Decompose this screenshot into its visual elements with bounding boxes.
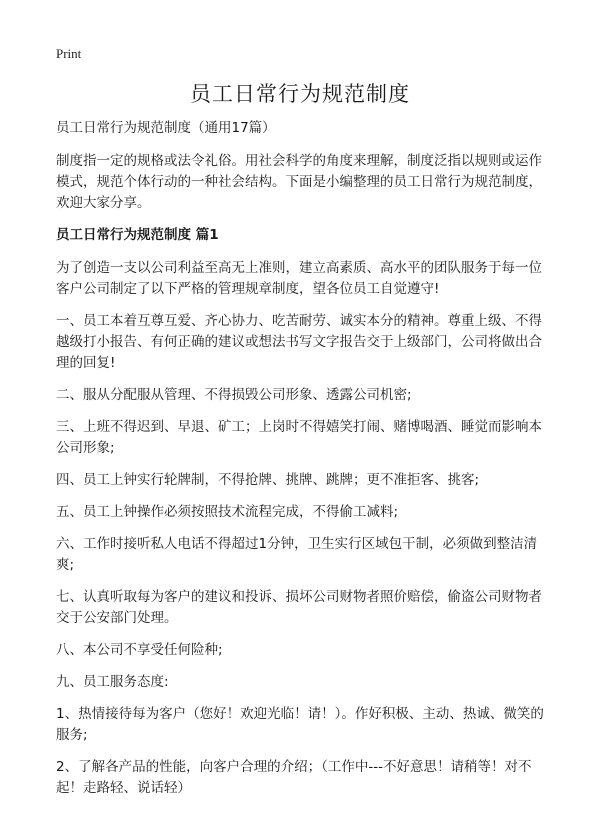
intro-paragraph: 制度指一定的规格或法令礼俗。用社会科学的角度来理解，制度泛指以规则或运作模式，规范个体行动的一种社会结构。下面是小编整理的员工日常行为规范制度，欢迎大家分享。 xyxy=(56,153,542,211)
paragraph: 五、员工上钟操作必须按照技术流程完成，不得偷工减料; xyxy=(56,504,399,520)
section-heading: 员工日常行为规范制度 篇1 xyxy=(56,227,219,243)
paragraph: 一、员工本着互尊互爱、齐心协力、吃苦耐劳、诚实本分的精神。尊重上级、不得越级打小报告、有何正确的建议或想法书写文字报告交于上级部门，公司将做出合理的回复! xyxy=(56,313,542,371)
paragraph: 为了创造一支以公司利益至高无上准则，建立高素质、高水平的团队服务于每一位客户公司制定了以下严格的管理规章制度，望各位员工自觉遵守! xyxy=(56,260,542,297)
paragraph: 1、热情接待每为客户（您好！欢迎光临！请！）。作好积极、主动、热诚、微笑的 服务; xyxy=(56,706,544,743)
document-title: 员工日常行为规范制度 xyxy=(190,82,410,106)
paragraph: 二、服从分配服从管理、不得损毁公司形象、透露公司机密; xyxy=(56,387,412,403)
paragraph: 四、员工上钟实行轮牌制，不得抢牌、挑牌、跳牌；更不准拒客、挑客; xyxy=(56,472,480,488)
paragraph: 七、认真听取每为客户的建议和投诉、损坏公司财物者照价赔偿，偷盗公司财物者交于公安部门处理。 xyxy=(56,589,542,626)
article-subtitle: 员工日常行为规范制度（通用17篇） xyxy=(56,120,276,136)
paragraph: 2、了解各产品的性能，向客户合理的介绍；（工作中---不好意思！请稍等！对不起！走路轻、说话轻） xyxy=(56,759,532,796)
print-link[interactable]: Print xyxy=(56,46,82,61)
paragraph: 八、本公司不享受任何险种; xyxy=(56,642,223,658)
paragraph: 九、员工服务态度: xyxy=(56,674,169,690)
paragraph: 三、上班不得迟到、早退、矿工；上岗时不得嬉笑打闹、赌博喝酒、睡觉而影响本公司形象; xyxy=(56,419,542,456)
paragraph: 六、工作时接听私人电话不得超过1分钟，卫生实行区域包干制，必须做到整洁清爽; xyxy=(56,536,538,573)
article-body xyxy=(56,118,546,810)
